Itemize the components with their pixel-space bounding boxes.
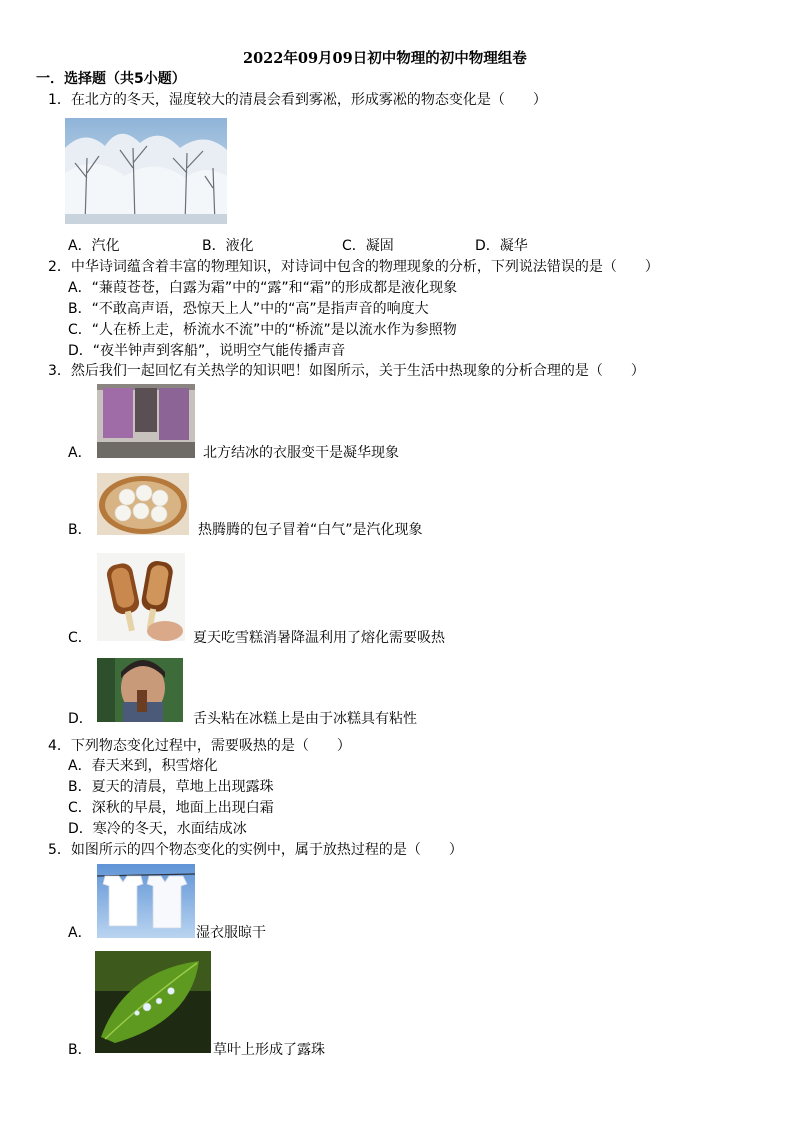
question-1-stem: 1．在北方的冬天，湿度较大的清晨会看到雾凇，形成雾凇的物态变化是（ ） bbox=[48, 92, 547, 108]
ice-cream-bars-image bbox=[97, 553, 185, 641]
frozen-clothes-image bbox=[97, 384, 195, 458]
q1-option-b: B．液化 bbox=[202, 238, 254, 254]
q1-option-c: C．凝固 bbox=[342, 238, 394, 254]
question-2-stem: 2．中华诗词蕴含着丰富的物理知识，对诗词中包含的物理现象的分析，下列说法错误的是（ ） bbox=[48, 259, 659, 275]
q3-option-d-text: 舌头粘在冰糕上是由于冰糕具有粘性 bbox=[193, 711, 417, 727]
page-title: 2022年09月09日初中物理的初中物理组卷 bbox=[243, 50, 527, 67]
question-3-stem: 3．然后我们一起回忆有关热学的知识吧！如图所示，关于生活中热现象的分析合理的是（ ） bbox=[48, 363, 645, 379]
q3-option-b-text: 热腾腾的包子冒着“白气”是汽化现象 bbox=[198, 522, 423, 538]
q1-option-d: D．凝华 bbox=[475, 238, 528, 254]
q3-option-b-letter: B． bbox=[68, 522, 92, 538]
q1-option-a: A．汽化 bbox=[68, 238, 120, 254]
dew-leaf-image bbox=[95, 951, 211, 1053]
q5-option-a-letter: A． bbox=[68, 925, 92, 941]
frost-trees-image bbox=[65, 118, 227, 224]
steamed-buns-image bbox=[97, 473, 189, 535]
q5-option-b-text: 草叶上形成了露珠 bbox=[213, 1042, 325, 1058]
q5-option-a-text: 湿衣服晾干 bbox=[196, 925, 266, 941]
question-4-stem: 4．下列物态变化过程中，需要吸热的是（ ） bbox=[48, 738, 351, 754]
q4-option-b: B．夏天的清晨，草地上出现露珠 bbox=[68, 779, 274, 795]
q3-option-c-letter: C． bbox=[68, 630, 92, 646]
q2-option-b: B．“不敢高声语，恐惊天上人”中的“高”是指声音的响度大 bbox=[68, 301, 429, 317]
q3-option-d-letter: D． bbox=[68, 711, 93, 727]
tongue-ice-pop-image bbox=[97, 658, 183, 722]
drying-clothes-image bbox=[97, 864, 195, 938]
q4-option-a: A．春天来到，积雪熔化 bbox=[68, 758, 218, 774]
q3-option-a-letter: A． bbox=[68, 445, 92, 461]
q2-option-d: D．“夜半钟声到客船”，说明空气能传播声音 bbox=[68, 343, 346, 359]
question-5-stem: 5．如图所示的四个物态变化的实例中，属于放热过程的是（ ） bbox=[48, 842, 463, 858]
q3-option-a-text: 北方结冰的衣服变干是凝华现象 bbox=[203, 445, 399, 461]
q4-option-d: D．寒冷的冬天，水面结成冰 bbox=[68, 821, 247, 837]
q3-option-c-text: 夏天吃雪糕消暑降温利用了熔化需要吸热 bbox=[193, 630, 445, 646]
section-heading: 一．选择题（共5小题） bbox=[36, 71, 186, 87]
q2-option-c: C．“人在桥上走，桥流水不流”中的“桥流”是以流水作为参照物 bbox=[68, 322, 457, 338]
q4-option-c: C．深秋的早晨，地面上出现白霜 bbox=[68, 800, 274, 816]
q2-option-a: A．“蒹葭苍苍，白露为霜”中的“露”和“霜”的形成都是液化现象 bbox=[68, 280, 458, 296]
q5-option-b-letter: B． bbox=[68, 1042, 92, 1058]
